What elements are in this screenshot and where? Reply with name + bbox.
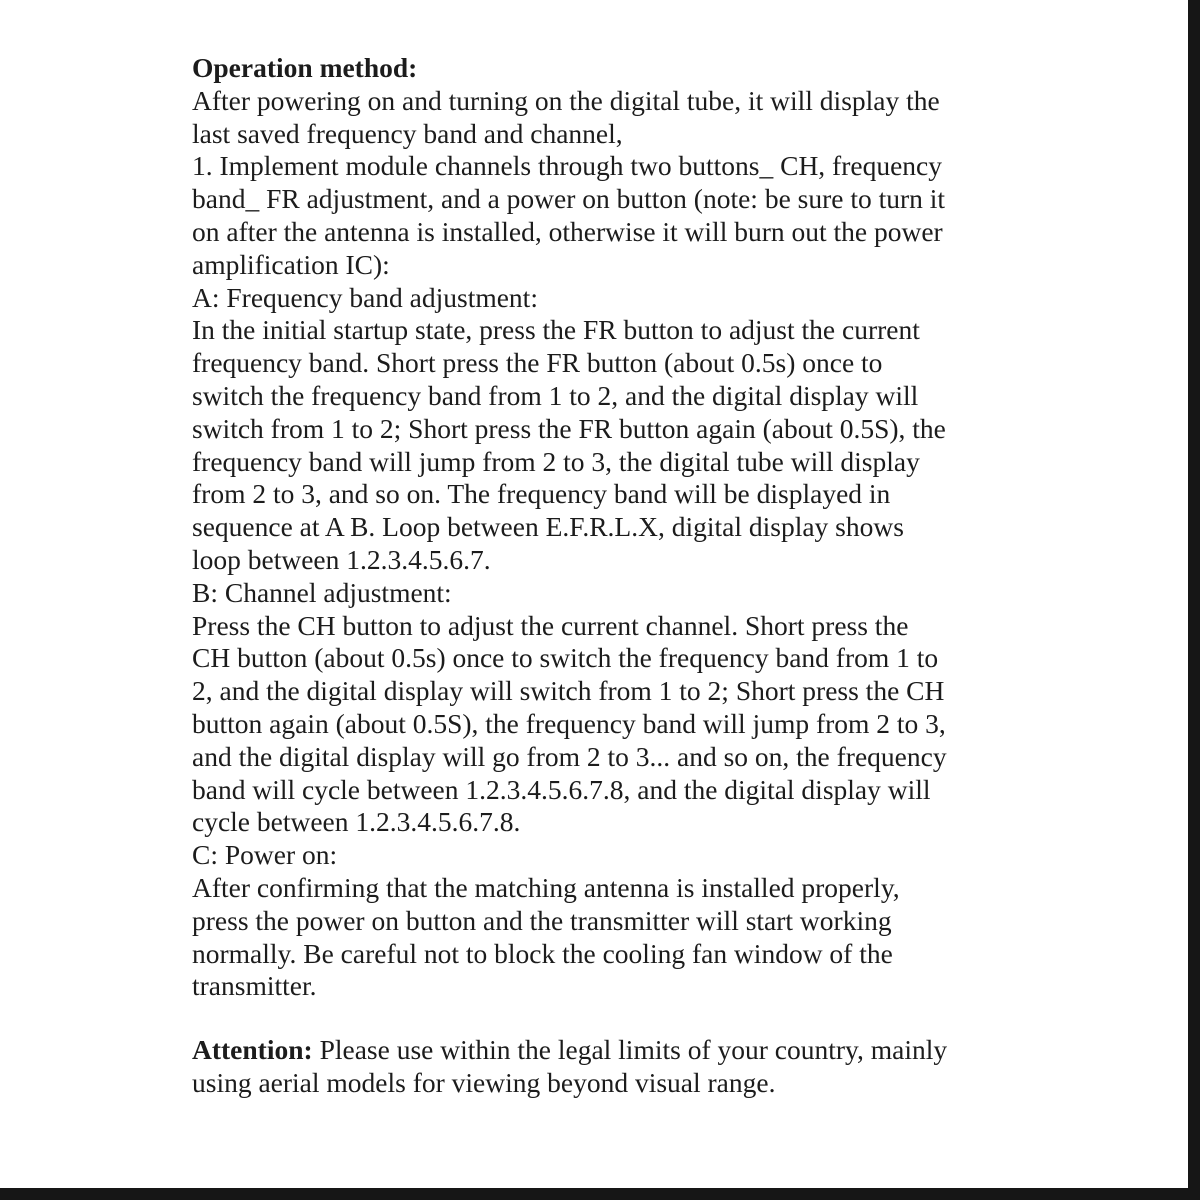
section-c-line: normally. Be careful not to block the cooling fan window of the — [192, 937, 893, 969]
intro-line: After powering on and turning on the digital tube, it will display the — [192, 84, 940, 116]
section-b-title: B: Channel adjustment: — [192, 576, 452, 608]
section-c-line: press the power on button and the transmitter will start working — [192, 904, 892, 936]
section-a-line: frequency band will jump from 2 to 3, the digital tube will display — [192, 445, 920, 477]
section-a-line: switch the frequency band from 1 to 2, and the digital display will — [192, 379, 919, 411]
section-a-line: switch from 1 to 2; Short press the FR button again (about 0.5S), the — [192, 412, 946, 444]
section-c-line: After confirming that the matching antenna is installed properly, — [192, 871, 900, 903]
attention-line — [192, 1034, 1022, 1067]
intro-line: last saved frequency band and channel, — [192, 117, 623, 149]
section-c-title: C: Power on: — [192, 839, 338, 871]
point1-line: on after the antenna is installed, otherwise it will burn out the power — [192, 215, 943, 247]
attention-label: Attention: — [192, 1034, 313, 1066]
attention-text: Please use within the legal limits of your country, mainly — [312, 1034, 948, 1066]
section-a-line: In the initial startup state, press the FR button to adjust the current — [192, 314, 920, 346]
instruction-document — [192, 52, 1022, 1100]
section-a-line: from 2 to 3, and so on. The frequency band will be displayed in — [192, 478, 891, 510]
section-b-line: Press the CH button to adjust the current channel. Short press the — [192, 609, 909, 641]
section-c-line: transmitter. — [192, 970, 317, 1002]
section-b-line: cycle between 1.2.3.4.5.6.7.8. — [192, 806, 521, 838]
section-a-line: frequency band. Short press the FR button (about 0.5s) once to — [192, 347, 883, 379]
section-a-line: loop between 1.2.3.4.5.6.7. — [192, 543, 491, 575]
operation-method-heading: Operation method: — [192, 52, 418, 83]
point1-line: band_ FR adjustment, and a power on button (note: be sure to turn it — [192, 183, 946, 215]
section-b-line: CH button (about 0.5s) once to switch the frequency band from 1 to — [192, 642, 939, 674]
section-b-line: and the digital display will go from 2 to 3... and so on, the frequency — [192, 740, 947, 772]
section-a-line: sequence at A B. Loop between E.F.R.L.X, digital display shows — [192, 511, 904, 543]
section-a-title: A: Frequency band adjustment: — [192, 281, 538, 313]
paragraph-gap — [192, 1003, 1022, 1034]
point1-line: amplification IC): — [192, 248, 390, 280]
attention-line-2: using aerial models for viewing beyond visual range. — [192, 1066, 776, 1098]
point1-line: 1. Implement module channels through two buttons_ CH, frequency — [192, 150, 942, 182]
section-b-line: band will cycle between 1.2.3.4.5.6.7.8, and the digital display will — [192, 773, 931, 805]
section-b-line: 2, and the digital display will switch from 1 to 2; Short press the CH — [192, 675, 945, 707]
section-b-line: button again (about 0.5S), the frequency band will jump from 2 to 3, — [192, 707, 946, 739]
